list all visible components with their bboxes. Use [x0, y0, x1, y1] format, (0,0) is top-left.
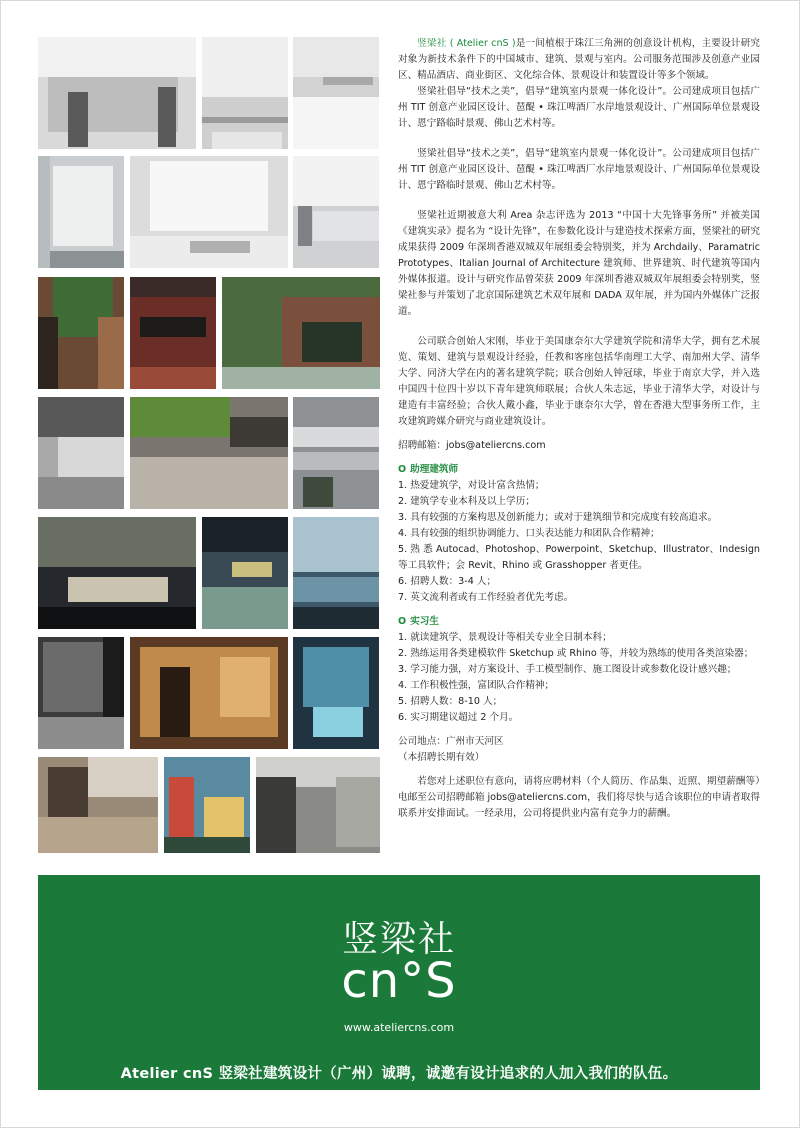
list-item: 1. 热爱建筑学，对设计富含热情； [398, 480, 545, 491]
philosophy-paragraph: 竖梁社倡导“技术之美”，倡导“建筑室内景观一体化设计”。公司建成项目包括广州 TIT 创意产业园区设计、琶醍 • 珠江啤酒厂水岸地景观设计、广州国际单位景观设计、恩宁路临时景观、佛山艺术村等。 [398, 86, 760, 129]
list-item: 2. 建筑学专业本科及以上学历； [398, 496, 535, 507]
photo-office-tables [293, 156, 379, 268]
photo-wooden-pavilion [130, 637, 288, 749]
intern-title: O 实习生 [398, 616, 439, 627]
photo-green-roof-ramp [130, 397, 288, 509]
awards-paragraph: 竖梁社近期被意大利 Area 杂志评选为 2013 “中国十大先锋事务所” 并被美国《建筑实录》提名为 “设计先锋”，在参数化设计与建造技术探索方面，竖梁社的研究成果获得 2009 年深圳香港双城双年展组委会特别奖，并为 Archdaily、Paramatric Prototypes、Italian Journal of Architecture 建筑师、世界建筑、时代建筑等国内外媒体报道。设计与研究作品曾荣获 2009 年深圳香港双城双年展组委会特别奖，竖梁社参与并策划了北京国际建筑艺术双年展和 DADA 双年展，并为国内外媒体广泛报道。 [398, 210, 760, 317]
photo-dark-panel-facade [38, 637, 124, 749]
brand-banner [38, 875, 760, 1090]
list-item: 5. 招聘人数：8-10 人； [398, 696, 503, 707]
photo-old-factory-yard [38, 757, 158, 853]
photo-interior-ceiling [202, 37, 288, 149]
logo-cns: cn°S [341, 953, 457, 1009]
list-item: 6. 实习期建议超过 2 个月。 [398, 712, 519, 723]
photo-night-masterplan [38, 517, 196, 629]
validity-note: （本招聘长期有效） [398, 752, 485, 763]
closing-paragraph: 若您对上述职位有意向，请将应聘材料（个人简历、作品集、近照、期望薪酬等）电邮至公司招聘邮箱 jobs@ateliercns.com，我们将尽快与适合该职位的申请者取得联系并安排面试。一经录用，公司将提供业内富有竞争力的薪酬。 [398, 776, 760, 819]
photo-striped-plaza [293, 397, 379, 509]
intro-paragraph: 竖梁社 ( Atelier cnS )是一间植根于珠江三角洲的创意设计机构，主要设计研究对象为新技术条件下的中国城市、建筑、景观与室内。公司服务范围涉及创意产业园区、精品酒店、商业街区、文化综合体、景观设计和装置设计等多个领域。 [398, 38, 760, 81]
list-item: 7. 英文流利者或有工作经验者优先考虑。 [398, 592, 574, 603]
logo-chinese: 竖梁社 [341, 919, 456, 960]
list-item: 5. 熟 悉 Autocad、Photoshop、Powerpoint、Sketchup、Illustrator、Indesign 等工具软件；会 Revit、Rhino 或 Grasshopper 者更佳。 [398, 544, 760, 571]
photo-interior-gallery [38, 37, 196, 149]
list-item: 1. 就读建筑学、景观设计等相关专业全日制本科； [398, 632, 612, 643]
website-link[interactable]: www.ateliercns.com [343, 1021, 455, 1034]
recruit-email: 招聘邮箱：jobs@ateliercns.com [398, 440, 546, 451]
photo-colorful-street-render [164, 757, 250, 853]
circle-bullet-icon: O [398, 464, 407, 475]
photo-modern-street-buildings [256, 757, 380, 853]
philosophy-paragraph-repeat: 竖梁社倡导“技术之美”，倡导“建筑室内景观一体化设计”。公司建成项目包括广州 TIT 创意产业园区设计、琶醍 • 珠江啤酒厂水岸地景观设计、广州国际单位景观设计、恩宁路临时景观、佛山艺术村等。 [398, 148, 760, 191]
photo-brick-courtyard [38, 277, 124, 389]
list-item: 4. 工作积极性强，富团队合作精神； [398, 680, 555, 691]
recruitment-text [398, 36, 760, 822]
photo-white-hall [130, 156, 288, 268]
photo-glass-interior [38, 156, 124, 268]
photo-city-aerial-render [293, 517, 379, 629]
photo-interior-white-seating [293, 37, 379, 149]
recruitment-slogan: Atelier cnS 竖梁社建筑设计（广州）诚聘，诚邀有设计追求的人加入我们的队伍。 [120, 1066, 678, 1082]
list-item: 3. 学习能力强，对方案设计、手工模型制作、施工图设计或参数化设计感兴趣； [398, 664, 737, 675]
list-item: 6. 招聘人数：3-4 人； [398, 576, 497, 587]
company-location: 公司地点：广州市天河区 [398, 736, 504, 747]
photo-station-canopy [202, 517, 288, 629]
photo-brick-building-dusk [130, 277, 216, 389]
company-name: 竖梁社 ( Atelier cnS ) [417, 38, 516, 49]
list-item: 3. 具有较强的方案构思及创新能力；或对于建筑细节和完成度有较高追求。 [398, 512, 718, 523]
circle-bullet-icon: O [398, 616, 407, 627]
list-item: 2. 熟练运用各类建模软件 Sketchup 或 Rhino 等，并较为熟练的使用各类渲染器； [398, 648, 754, 659]
photo-night-light-wall [293, 637, 379, 749]
list-item: 4. 具有较强的组织协调能力、口头表达能力和团队合作精神； [398, 528, 660, 539]
assistant-architect-title: O 助理建筑师 [398, 464, 459, 475]
founders-paragraph: 公司联合创始人宋刚，毕业于美国康奈尔大学建筑学院和清华大学，拥有艺术展览、策划、建筑与景观设计经验，任教和客座包括华南理工大学、南加州大学、清华大学、同济大学在内的著名建筑学院；联合创始人钟冠球，毕业于南京大学，并入选中国四十位四十岁以下青年建筑师联展；合伙人朱志远，毕业于清华大学，对设计与建造有丰富经验；合伙人戴小鑫，毕业于康奈尔大学，曾在香港大型事务所工作，主攻建筑跨媒介研究与商业建筑设计。 [398, 336, 760, 427]
photo-brick-glass-facade [222, 277, 380, 389]
photo-concrete-canopy [38, 397, 124, 509]
